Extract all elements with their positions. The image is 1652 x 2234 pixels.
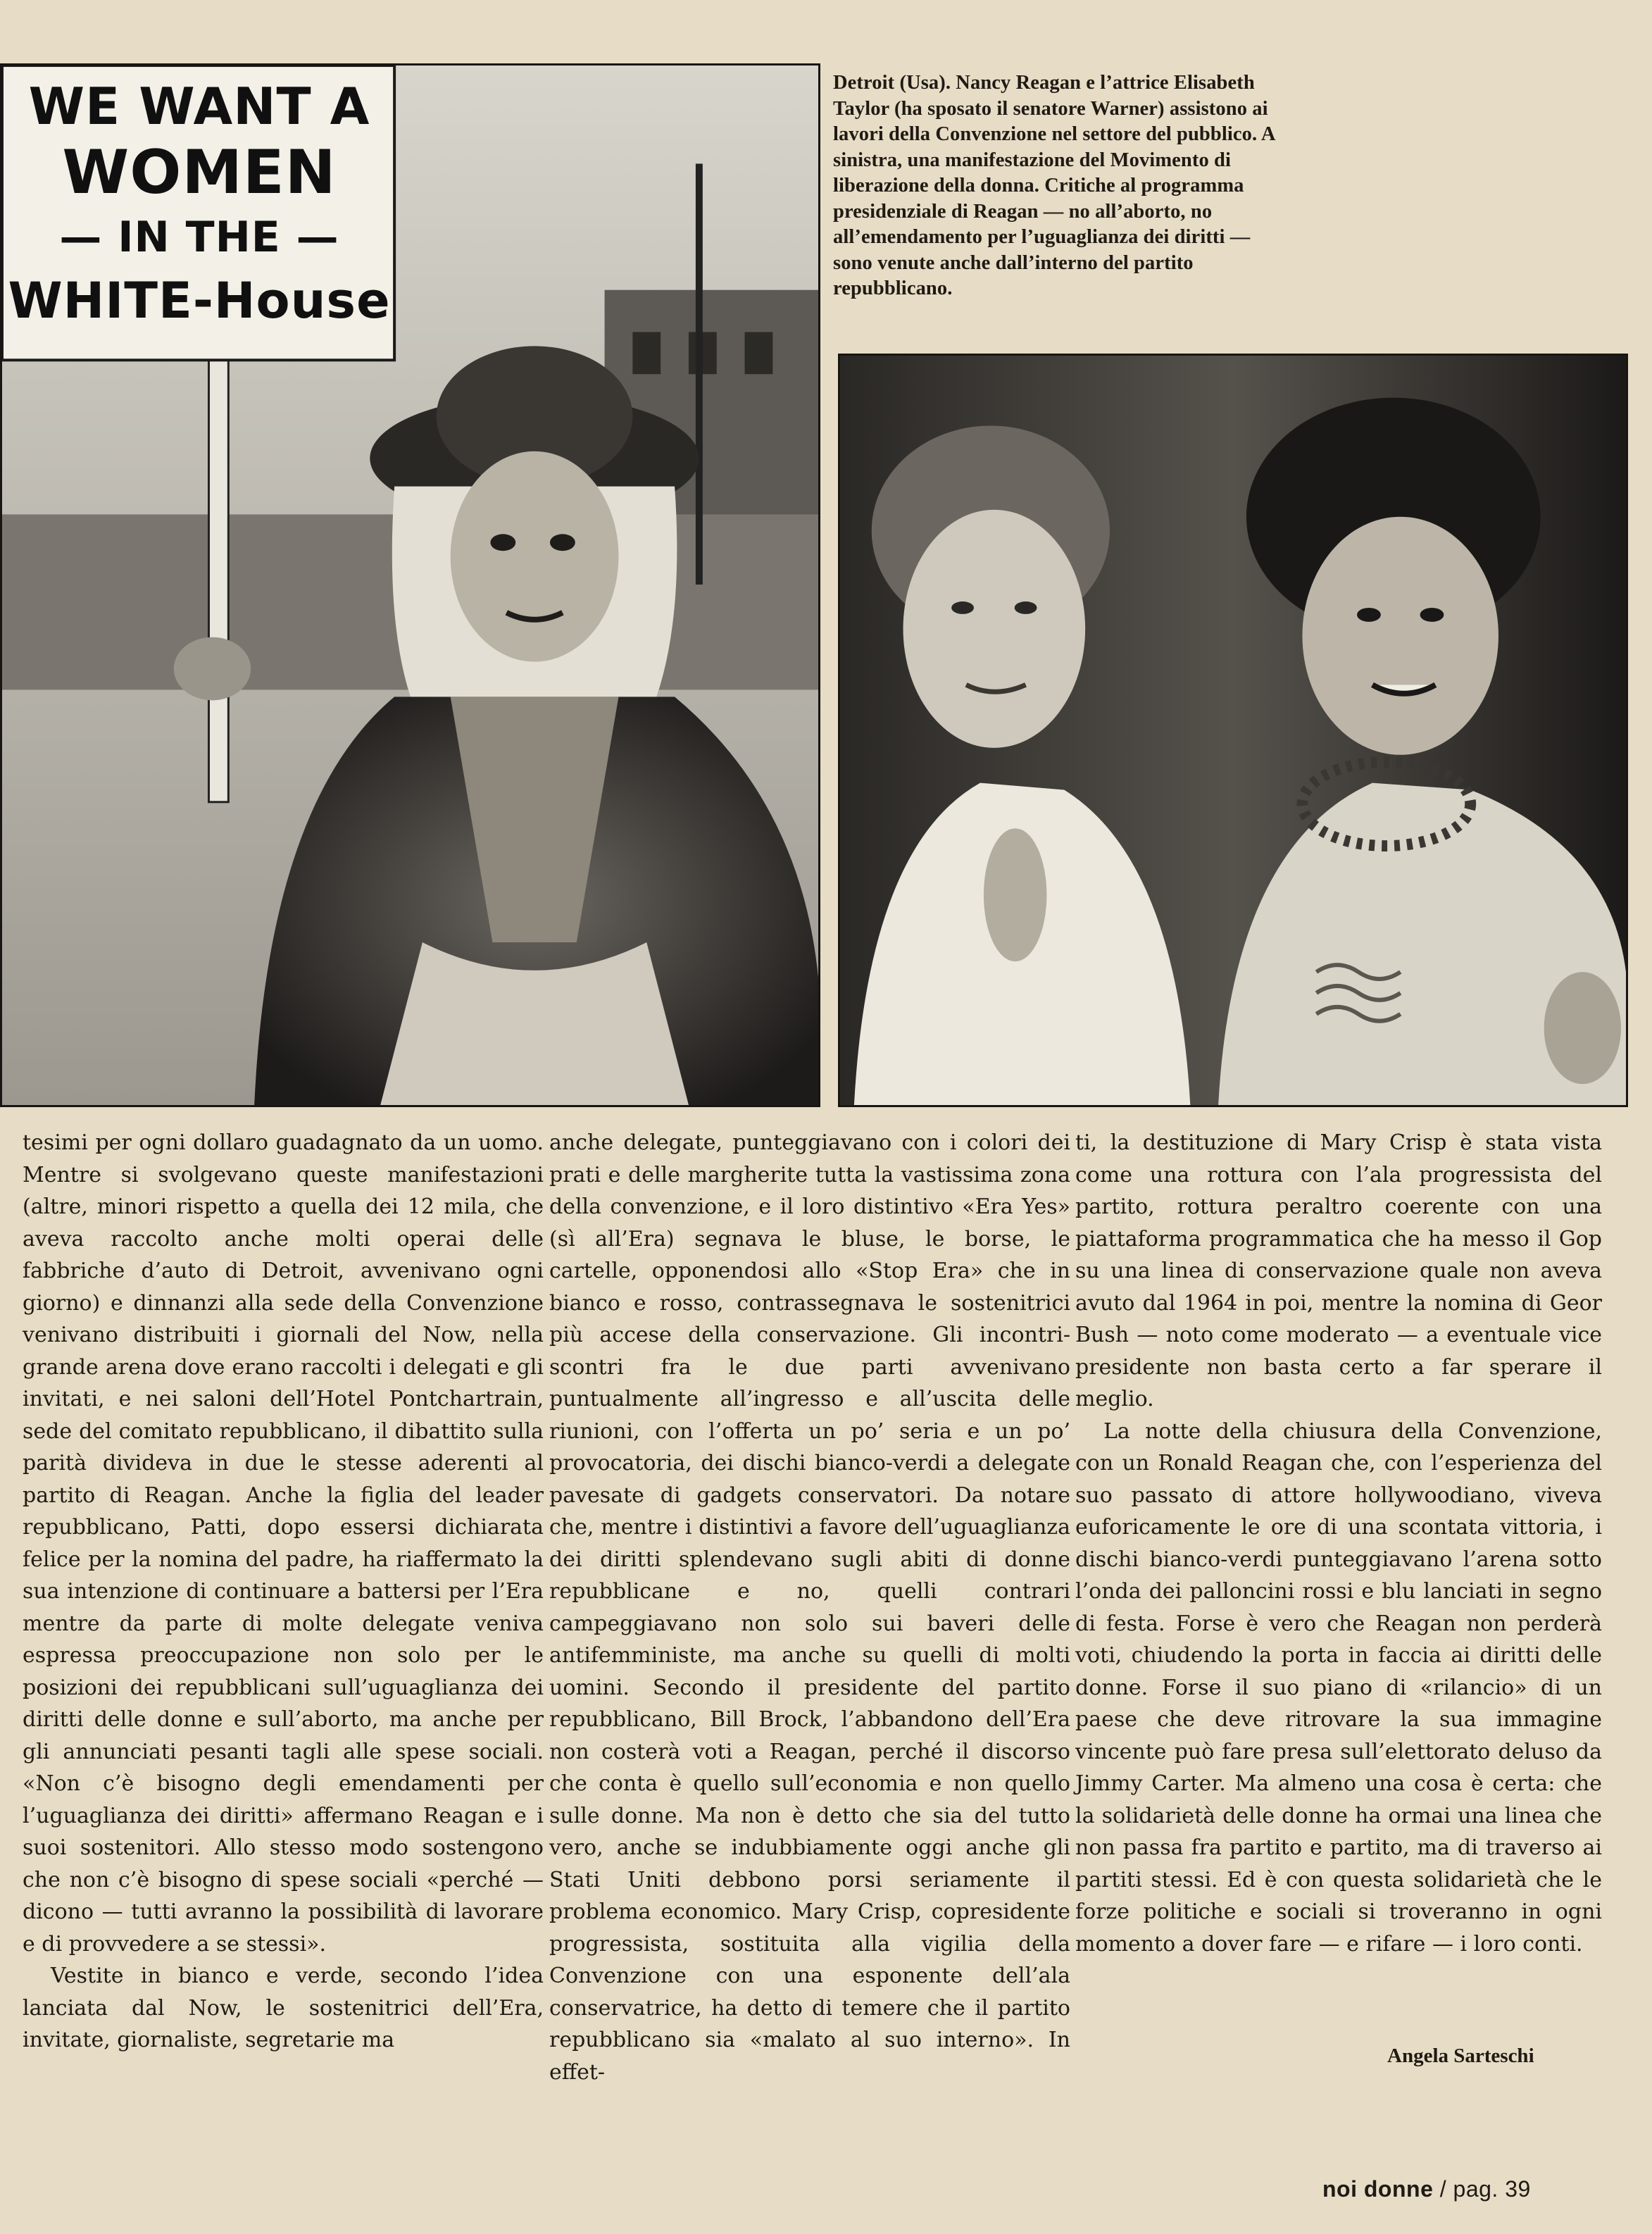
column-3-paragraph-2: La notte della chiusura della Convenzione, con un Ronald Reagan che, con l’esperienza del suo passato di attore hollywoodiano, viveva euforicamente le ore di una scontata vittoria, i dischi bianco-verdi punteggiavano l’arena sotto l’onda dei palloncini rossi e blu lanciati in segno di festa. Forse è vero che Reagan non perderà voti, chiudendo la porta in faccia ai diritti delle donne. Forse il suo piano di «rilancio» di un paese che deve ritrovare la sua immagine vincente può fare presa sull’elettorato deluso da Jimmy Carter. Ma almeno una cosa è certa: che la solidarietà delle donne ha ormai una linea che non passa fra partito e partito, ma di traverso ai partiti stessi. Ed è con questa solidarietà che le forze politiche e sociali si troveranno in ogni momento a dover fare — e rifare — i loro conti. — [1075, 1418, 1602, 1957]
sign-line-1: WE WANT A — [28, 77, 370, 136]
convention-photo-image — [840, 356, 1626, 1105]
protest-sign — [2, 75, 396, 335]
magazine-brand: noi donne — [1322, 2176, 1434, 2202]
sign-line-4: WHITE-House — [8, 272, 391, 330]
footer-separator: / — [1439, 2176, 1447, 2202]
photo-caption — [833, 70, 1284, 302]
column-3-paragraph-1: ti, la destituzione di Mary Crisp è stata vista come una rottura con l’ala progressista del partito, rottura peraltro coerente con una piattaforma programmatica che ha messo il Gop su una linea di conservazione quale non aveva avuto dal 1964 in poi, mentre la nomina di Geor Bush — noto come moderato — a eventuale vice presidente non basta certo a far sperare il meglio. — [1075, 1130, 1602, 1411]
author-signature: Angela Sarteschi — [1387, 2045, 1534, 2067]
convention-photo — [838, 354, 1628, 1107]
column-1-paragraph-2: Vestite in bianco e verde, secondo l’idea lanciata dal Now, le sostenitrici dell’Era, invitate, giornaliste, segretarie ma — [23, 1964, 544, 2052]
sign-line-2: WOMEN — [62, 137, 337, 208]
page-footer — [1322, 2176, 1531, 2202]
protest-photo — [0, 63, 820, 1107]
article-column-2 — [549, 1127, 1070, 2088]
article-column-3 — [1075, 1127, 1602, 1960]
article-column-1 — [23, 1127, 544, 2057]
column-2-paragraph-1: anche delegate, punteggiavano con i colori dei prati e delle margherite tutta la vastissima zona della convenzione, e il loro distintivo «Era Yes» (sì all’Era) segnava le bluse, le borse, le cartelle, opponendosi allo «Stop Era» che in bianco e rosso, contrassegnava le sostenitrici più accese della conservazione. Gli incontri-scontri fra le due parti avvenivano puntualmente all’ingresso e all’uscita delle riunioni, con l’offerta un po’ seria e un po’ provocatoria, dei dischi bianco-verdi a delegate pavesate di gadgets conservatori. Da notare che, mentre i distintivi a favore dell’uguaglianza dei diritti splendevano sugli abiti di donne repubblicane e no, quelli contrari campeggiavano non solo sui baveri delle antifemministe, ma anche su quelli di molti uomini. Secondo il presidente del partito repubblicano, Bill Brock, l’abbandono dell’Era non costerà voti a Reagan, perché il discorso che conta è quello sull’economia e non quello sulle donne. Ma non è detto che sia del tutto vero, anche se indubbiamente oggi anche gli Stati Uniti debbono porsi seriamente il problema economico. Mary Crisp, copresidente progressista, sostituita alla vigilia della Convenzione con una esponente dell’ala conservatrice, ha detto di temere che il partito repubblicano sia «malato al suo interno». In effet- — [549, 1130, 1070, 2085]
sign-line-3: — IN THE — — [59, 213, 339, 262]
caption-text: Detroit (Usa). Nancy Reagan e l’attrice Elisabeth Taylor (ha sposato il senatore Warner) assistono ai lavori della Convenzione nel settore del pubblico. A sinistra, una manifestazione del Movimento di liberazione della donna. Critiche al programma presidenziale di Reagan — no all’aborto, no all’emendamento per l’uguaglianza dei diritti — sono venute anche dall’interno del partito repubblicano. — [833, 72, 1275, 299]
page-number: pag. 39 — [1453, 2176, 1531, 2202]
column-1-paragraph-1: tesimi per ogni dollaro guadagnato da un uomo. Mentre si svolgevano queste manifestazioni (altre, minori rispetto a quella dei 12 mila, che aveva raccolto anche molti operai delle fabbriche d’auto di Detroit, avvenivano ogni giorno) e dinnanzi alla sede della Convenzione venivano distribuiti i giornali del Now, nella grande arena dove erano raccolti i delegati e gli invitati, e nei saloni dell’Hotel Pontchartrain, sede del comitato repubblicano, il dibattito sulla parità divideva in due le stesse aderenti al partito di Reagan. Anche la figlia del leader repubblicano, Patti, dopo essersi dichiarata felice per la nomina del padre, ha riaffermato la sua intenzione di continuare a battersi per l’Era mentre da parte di molte delegate veniva espressa preoccupazione non solo per le posizioni dei repubblicani sull’uguaglianza dei diritti delle donne e sull’aborto, ma anche per gli annunciati pesanti tagli alle spese sociali. «Non c’è bisogno degli emendamenti per l’uguaglianza dei diritti» affermano Reagan e i suoi sostenitori. Allo stesso modo sostengono che non c’è bisogno di spese sociali «perché — dicono — tutti avranno la possibilità di lavorare e di provvedere a se stessi». — [23, 1130, 544, 1957]
